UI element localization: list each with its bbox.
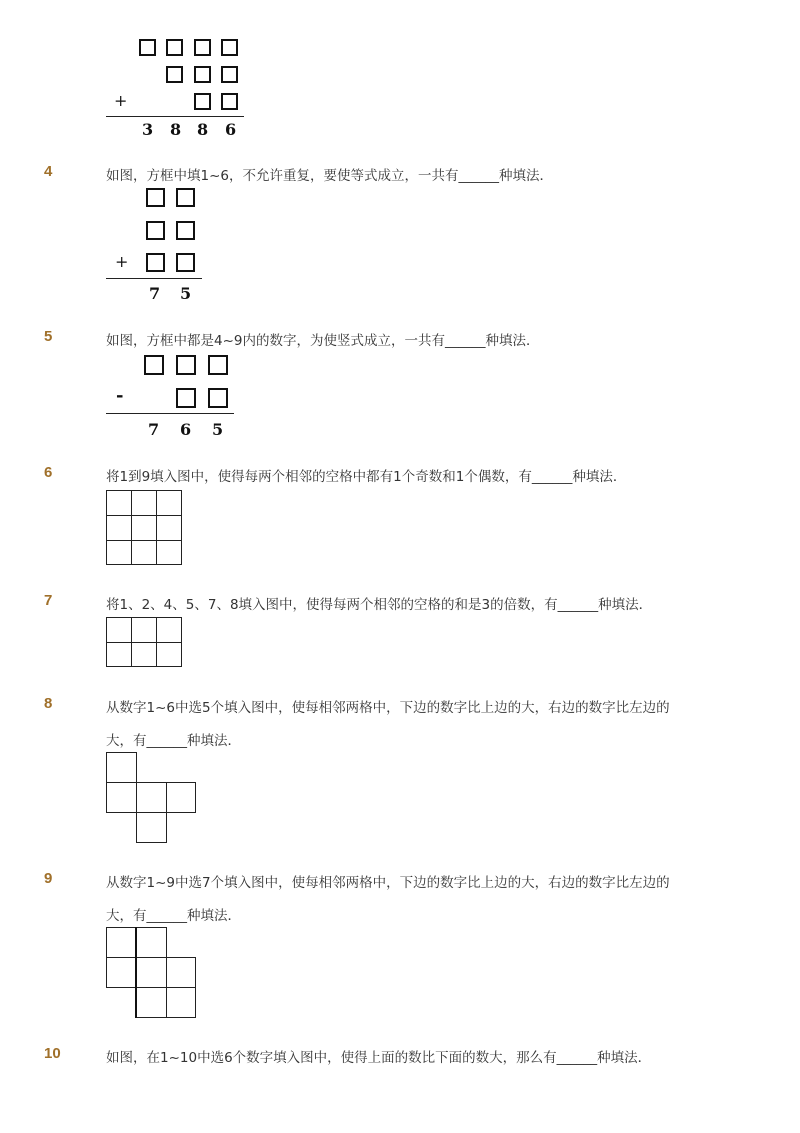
answer-box[interactable]	[176, 253, 195, 272]
grid-cell[interactable]	[106, 515, 132, 541]
answer-box[interactable]	[194, 66, 211, 83]
result-digit: 7	[149, 284, 161, 303]
sum-line	[106, 116, 244, 117]
grid-cell[interactable]	[106, 617, 132, 643]
answer-box[interactable]	[194, 39, 211, 56]
answer-box[interactable]	[176, 221, 195, 240]
answer-box[interactable]	[221, 66, 238, 83]
question-text: 将1、2、4、5、7、8填入图中，使得每两个相邻的空格的和是3的倍数，有______种填法．	[106, 597, 653, 613]
grid-cell[interactable]	[106, 642, 132, 667]
grid-cell[interactable]	[166, 987, 196, 1018]
question-number: 8	[44, 695, 53, 712]
grid-cell[interactable]	[136, 782, 167, 813]
question-text: 将1到9填入图中，使得每两个相邻的空格中都有1个奇数和1个偶数，有______种填法．	[106, 469, 627, 485]
question-text-line1: 从数字1~6中选5个填入图中，使每相邻两格中，下边的数字比上边的大，右边的数字比左边的	[106, 700, 670, 716]
difference-line	[106, 413, 234, 414]
grid-cell[interactable]	[136, 812, 167, 843]
result-digit: 7	[148, 420, 160, 439]
question-number: 7	[44, 592, 53, 609]
question-text: 如图，方框中填1~6，不允许重复，要使等式成立，一共有______种填法．	[106, 168, 553, 184]
result-digit: 5	[212, 420, 224, 439]
answer-box[interactable]	[176, 188, 195, 207]
question-number: 9	[44, 870, 53, 887]
question-text-line2: 大，有______种填法．	[106, 733, 241, 749]
result-digit: 6	[225, 120, 237, 139]
grid-cell[interactable]	[106, 540, 132, 565]
answer-box[interactable]	[166, 39, 183, 56]
grid-cell[interactable]	[156, 515, 182, 541]
answer-box[interactable]	[208, 355, 228, 375]
answer-box[interactable]	[139, 39, 156, 56]
question-number: 10	[44, 1045, 61, 1062]
grid-cell[interactable]	[131, 642, 157, 667]
sum-line	[106, 278, 202, 279]
grid-cell[interactable]	[106, 490, 132, 516]
grid-cell[interactable]	[106, 752, 137, 783]
answer-box[interactable]	[146, 188, 165, 207]
answer-box[interactable]	[221, 93, 238, 110]
grid-cell[interactable]	[156, 540, 182, 565]
question-text: 如图，在1~10中选6个数字填入图中，使得上面的数比下面的数大，那么有______种填法．	[106, 1050, 652, 1066]
grid-cell[interactable]	[156, 617, 182, 643]
plus-sign: +	[115, 252, 129, 271]
grid-cell[interactable]	[166, 957, 196, 988]
result-digit: 5	[180, 284, 192, 303]
answer-box[interactable]	[194, 93, 211, 110]
plus-sign: +	[114, 91, 128, 110]
grid-cell[interactable]	[136, 927, 167, 958]
grid-cell[interactable]	[131, 515, 157, 541]
question-number: 6	[44, 464, 53, 481]
grid-cell[interactable]	[106, 927, 137, 958]
question-text-line1: 从数字1~9中选7个填入图中，使每相邻两格中，下边的数字比上边的大，右边的数字比左边的	[106, 875, 670, 891]
grid-cell[interactable]	[156, 490, 182, 516]
grid-cell[interactable]	[166, 782, 196, 813]
grid-cell[interactable]	[131, 540, 157, 565]
answer-box[interactable]	[146, 221, 165, 240]
grid-cell[interactable]	[131, 617, 157, 643]
result-digit: 3	[142, 120, 154, 139]
minus-sign: -	[116, 385, 124, 406]
answer-box[interactable]	[176, 388, 196, 408]
grid-cell[interactable]	[136, 987, 167, 1018]
answer-box[interactable]	[144, 355, 164, 375]
grid-cell[interactable]	[156, 642, 182, 667]
answer-box[interactable]	[176, 355, 196, 375]
result-digit: 8	[197, 120, 209, 139]
answer-box[interactable]	[221, 39, 238, 56]
grid-cell[interactable]	[136, 957, 167, 988]
answer-box[interactable]	[146, 253, 165, 272]
answer-box[interactable]	[166, 66, 183, 83]
answer-box[interactable]	[208, 388, 228, 408]
question-text: 如图，方框中都是4~9内的数字，为使竖式成立，一共有______种填法．	[106, 333, 540, 349]
grid-cell[interactable]	[106, 957, 137, 988]
grid-cell[interactable]	[131, 490, 157, 516]
result-digit: 8	[170, 120, 182, 139]
question-text-line2: 大，有______种填法．	[106, 908, 241, 924]
grid-cell[interactable]	[106, 782, 137, 813]
question-number: 5	[44, 328, 53, 345]
question-number: 4	[44, 163, 53, 180]
result-digit: 6	[180, 420, 192, 439]
thick-divider	[135, 927, 137, 1018]
